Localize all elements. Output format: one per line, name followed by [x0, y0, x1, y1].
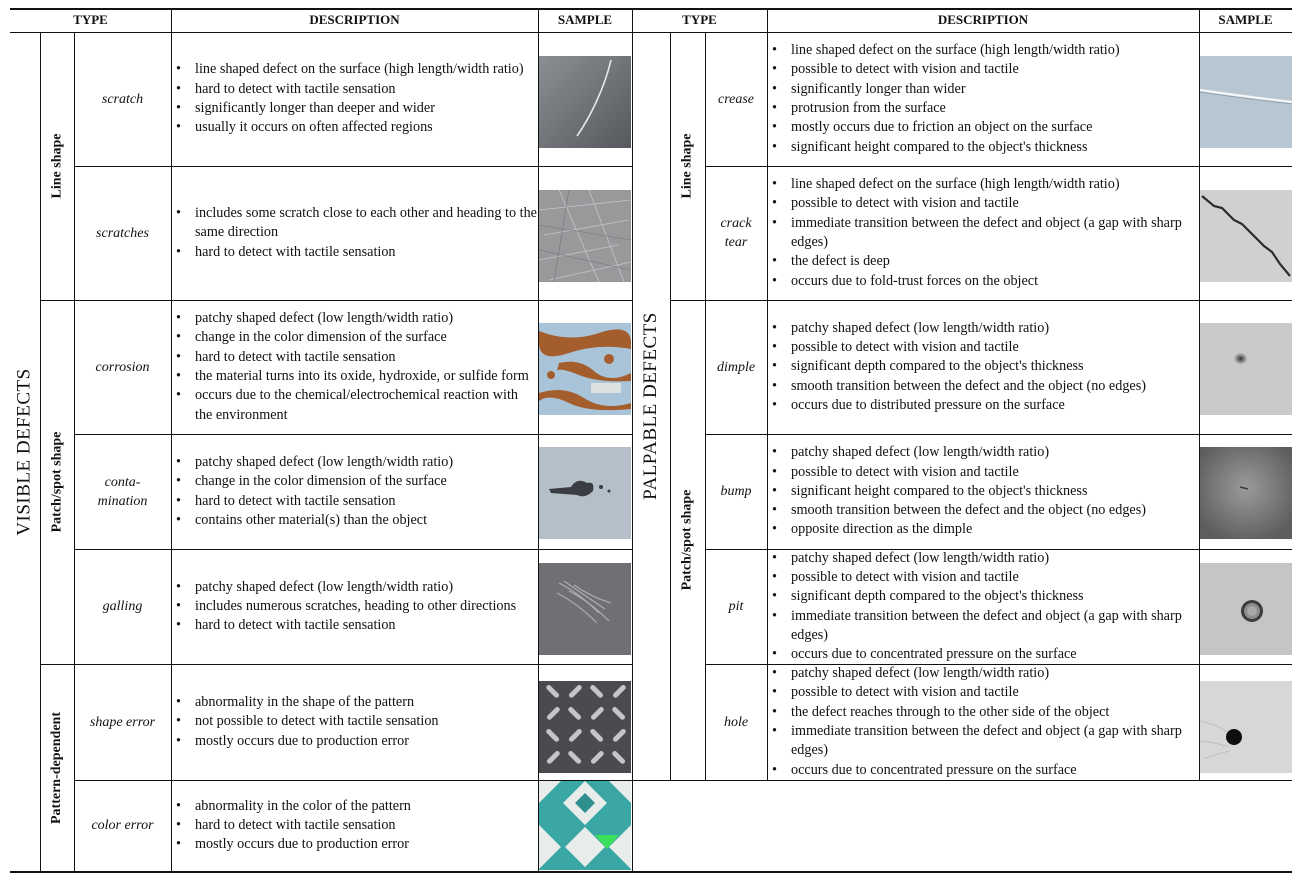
- sample-pit: [1200, 563, 1292, 655]
- sample-color-error: [539, 781, 631, 870]
- list-item: • possible to detect with vision and tactile: [791, 463, 1146, 482]
- list-item: • not possible to detect with tactile sensation: [195, 712, 439, 731]
- list-item: • hard to detect with tactile sensation: [195, 80, 524, 99]
- list-item: • patchy shaped defect (low length/width ratio): [791, 319, 1146, 338]
- description-corrosion: [171, 300, 538, 434]
- list-item: • line shaped defect on the surface (high length/width ratio): [791, 41, 1120, 60]
- list-item: • change in the color dimension of the surface: [195, 328, 538, 347]
- list-item: • possible to detect with vision and tactile: [791, 338, 1146, 357]
- type-crease: crease: [717, 91, 755, 107]
- sample-hole: [1200, 681, 1292, 773]
- sample-contamination: [539, 447, 631, 539]
- sample-scratches: [539, 190, 631, 282]
- header-sep: [171, 10, 172, 32]
- description-pit: [767, 549, 1199, 664]
- table-top-rule: [10, 8, 1292, 10]
- palpable-subgroup-line-shape: Line shape: [679, 133, 695, 199]
- list-item: • possible to detect with vision and tactile: [791, 60, 1120, 79]
- table-bottom-rule: [10, 871, 1292, 873]
- list-item: • mostly occurs due to friction an object on the surface: [791, 118, 1120, 137]
- header-sample-right: SAMPLE: [1218, 12, 1273, 27]
- list-item: • occurs due to distributed pressure on the surface: [791, 396, 1146, 415]
- list-item: • possible to detect with vision and tactile: [791, 568, 1199, 587]
- list-item: • significantly longer than wider: [791, 80, 1120, 99]
- header-sample-left: SAMPLE: [557, 12, 613, 27]
- list-item: • patchy shaped defect (low length/width ratio): [791, 549, 1199, 568]
- list-item: • mostly occurs due to production error: [195, 835, 411, 854]
- list-item: • occurs due to the chemical/electrochemical reaction with the environment: [195, 386, 538, 425]
- list-item: • possible to detect with vision and tactile: [791, 194, 1199, 213]
- list-item: • hard to detect with tactile sensation: [195, 816, 411, 835]
- type-crack-tear: crack tear: [720, 216, 752, 250]
- list-item: • hard to detect with tactile sensation: [195, 348, 538, 367]
- visible-subgroup-pattern-dependent: Pattern-dependent: [49, 711, 64, 824]
- description-galling: [171, 549, 538, 664]
- sample-shape-error: [539, 681, 631, 773]
- sample-corrosion: [539, 323, 631, 415]
- description-bump: [767, 434, 1199, 549]
- list-item: • significant height compared to the object's thickness: [791, 482, 1146, 501]
- sample-dimple: [1200, 323, 1292, 415]
- palpable-subgroup-patch-spot: Patch/spot shape: [679, 489, 695, 591]
- list-item: • occurs due to concentrated pressure on the surface: [791, 761, 1199, 780]
- type-pit: pit: [728, 599, 744, 614]
- header-type-left: TYPE: [73, 12, 108, 27]
- header-sep: [1199, 10, 1200, 32]
- description-shape-error: [171, 664, 538, 780]
- list-item: • occurs due to concentrated pressure on the surface: [791, 645, 1199, 664]
- list-item: • patchy shaped defect (low length/width ratio): [195, 309, 538, 328]
- description-crease: [767, 32, 1199, 166]
- list-item: • change in the color dimension of the surface: [195, 472, 453, 491]
- list-item: • smooth transition between the defect and the object (no edges): [791, 377, 1146, 396]
- type-galling: galling: [102, 599, 143, 614]
- list-item: • abnormality in the color of the pattern: [195, 797, 411, 816]
- list-item: • contains other material(s) than the object: [195, 511, 453, 530]
- list-item: • smooth transition between the defect and the object (no edges): [791, 501, 1146, 520]
- list-item: • patchy shaped defect (low length/width ratio): [195, 578, 516, 597]
- list-item: • line shaped defect on the surface (high length/width ratio): [791, 175, 1199, 194]
- header-sep: [767, 10, 768, 32]
- list-item: • significantly longer than deeper and wider: [195, 99, 524, 118]
- header-description-left: DESCRIPTION: [309, 12, 400, 27]
- list-item: • significant depth compared to the object's thickness: [791, 357, 1146, 376]
- type-scratches: scratches: [96, 225, 149, 241]
- sample-galling: [539, 563, 631, 655]
- list-item: • includes some scratch close to each other and heading to the same direction: [195, 204, 538, 243]
- description-contamination: [171, 434, 538, 549]
- list-item: • patchy shaped defect (low length/width ratio): [791, 664, 1199, 683]
- list-item: • significant height compared to the object's thickness: [791, 138, 1120, 157]
- list-item: • abnormality in the shape of the pattern: [195, 693, 439, 712]
- list-item: • the defect is deep: [791, 252, 1199, 271]
- description-color-error: [171, 780, 538, 871]
- type-color-error: color error: [91, 818, 154, 833]
- sample-bump: [1200, 447, 1292, 539]
- description-hole: [767, 664, 1199, 780]
- list-item: • possible to detect with vision and tactile: [791, 683, 1199, 702]
- type-corrosion: corrosion: [95, 359, 150, 375]
- header-sep: [538, 10, 539, 32]
- list-item: • the material turns into its oxide, hydroxide, or sulfide form: [195, 367, 538, 386]
- header-description-right: DESCRIPTION: [937, 12, 1029, 27]
- type-shape-error: shape error: [89, 714, 156, 730]
- type-scratch: scratch: [101, 91, 144, 107]
- list-item: • immediate transition between the defect and object (a gap with sharp edges): [791, 607, 1199, 646]
- type-hole: hole: [723, 714, 749, 730]
- list-item: • patchy shaped defect (low length/width ratio): [195, 453, 453, 472]
- list-item: • protrusion from the surface: [791, 99, 1120, 118]
- list-item: • hard to detect with tactile sensation: [195, 243, 538, 262]
- visible-defects-label: VISIBLE DEFECTS: [14, 367, 35, 536]
- palpable-defects-label: PALPABLE DEFECTS: [640, 312, 661, 500]
- description-scratches: [171, 166, 538, 300]
- sample-crack: [1200, 190, 1292, 282]
- list-item: • includes numerous scratches, heading to other directions: [195, 597, 516, 616]
- description-crack-tear: [767, 166, 1199, 300]
- list-item: • hard to detect with tactile sensation: [195, 616, 516, 635]
- list-item: • significant depth compared to the object's thickness: [791, 587, 1199, 606]
- list-item: • immediate transition between the defect and object (a gap with sharp edges): [791, 722, 1199, 761]
- list-item: • the defect reaches through to the other side of the object: [791, 703, 1199, 722]
- header-sep: [632, 10, 633, 32]
- type-contamination: conta- mination: [97, 474, 148, 509]
- list-item: • immediate transition between the defect and object (a gap with sharp edges): [791, 214, 1199, 253]
- list-item: • hard to detect with tactile sensation: [195, 492, 453, 511]
- visible-subgroup-line-shape: Line shape: [49, 133, 64, 199]
- row-rule: [632, 780, 1292, 781]
- list-item: • opposite direction as the dimple: [791, 520, 1146, 539]
- sample-scratch: [539, 56, 631, 148]
- list-item: • mostly occurs due to production error: [195, 732, 439, 751]
- header-type-right: TYPE: [682, 12, 717, 27]
- list-item: • patchy shaped defect (low length/width ratio): [791, 443, 1146, 462]
- list-item: • occurs due to fold-trust forces on the object: [791, 272, 1199, 291]
- sample-crease: [1200, 56, 1292, 148]
- type-bump: bump: [720, 484, 752, 499]
- list-item: • line shaped defect on the surface (high length/width ratio): [195, 60, 524, 79]
- description-scratch: [171, 32, 538, 166]
- list-item: • usually it occurs on often affected regions: [195, 118, 524, 137]
- visible-subgroup-patch-spot: Patch/spot shape: [49, 431, 65, 533]
- type-dimple: dimple: [716, 359, 756, 375]
- description-dimple: [767, 300, 1199, 434]
